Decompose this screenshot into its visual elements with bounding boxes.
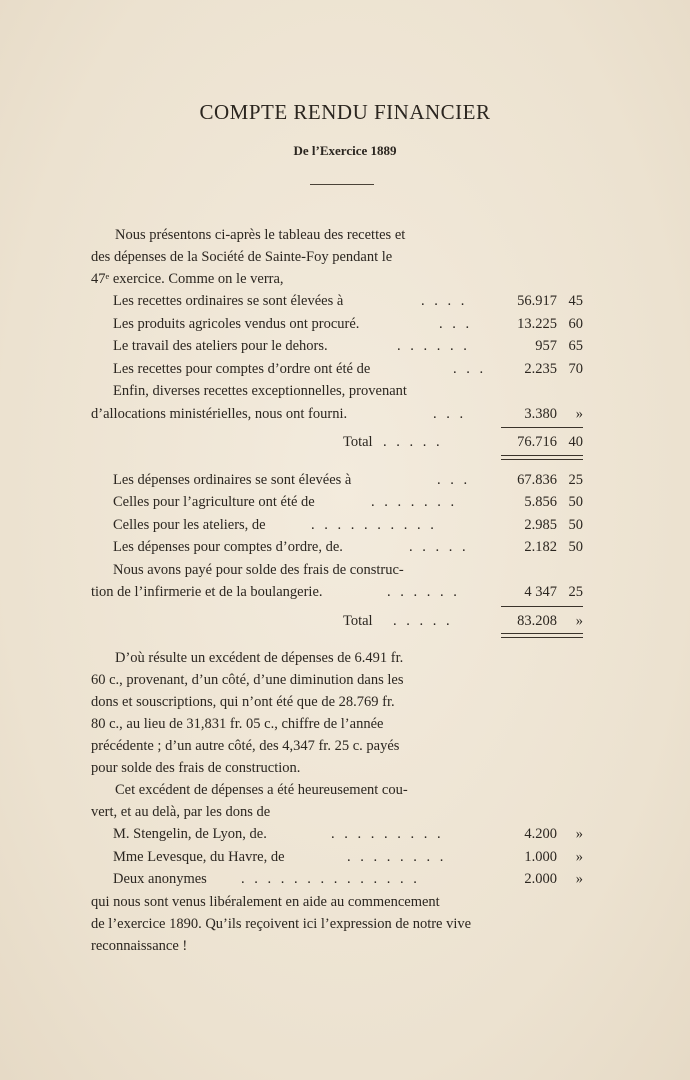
row-amount: 957 — [535, 338, 557, 354]
closing-line: reconnaissance ! — [91, 937, 188, 954]
total-amount: 76.716 — [517, 434, 557, 450]
row-cents: » — [575, 405, 583, 422]
intro-paragraph — [91, 224, 583, 290]
row-amount: 2.182 — [524, 539, 557, 555]
total-depenses-row — [91, 610, 583, 633]
cover-line: Cet excédent de dépenses a été heureusement cou- — [115, 782, 408, 798]
conclusion-line: pour solde des frais de construction. — [91, 760, 301, 776]
leader-dots: . . . . . — [409, 539, 469, 555]
don-label: M. Stengelin, de Lyon, de. — [113, 826, 267, 842]
leader-dots: . . . — [433, 405, 467, 422]
don-row — [91, 868, 583, 891]
conclusion-line: précédente ; d’un autre côté, des 4,347 fr. 25 c. payés — [91, 738, 400, 754]
row-label: Celles pour l’agriculture ont été de — [113, 494, 315, 510]
depenses-list — [91, 469, 583, 604]
row-amount: 56.917 — [517, 293, 557, 309]
row-amount: 2.985 — [524, 516, 557, 533]
closing-paragraph — [91, 891, 583, 957]
row-cents: 50 — [568, 539, 583, 555]
row-label: Les dépenses ordinaires se sont élevées à — [113, 471, 352, 488]
conclusion-line: 80 c., au lieu de 31,831 fr. 05 c., chiffre de l’année — [91, 716, 384, 732]
closing-line: qui nous sont venus libéralement en aide au commencement — [91, 893, 440, 910]
total-double-rule — [91, 454, 583, 463]
cover-line: vert, et au delà, par les dons de — [91, 804, 271, 820]
don-cents: » — [575, 826, 583, 842]
total-label: Total — [343, 434, 373, 450]
row-label: tion de l’infirmerie et de la boulangerie. — [91, 584, 323, 600]
ledger-row — [91, 358, 583, 381]
row-cents: 25 — [568, 471, 583, 488]
total-cents: 40 — [568, 434, 583, 450]
don-amount: 2.000 — [524, 871, 557, 887]
ledger-row — [91, 491, 583, 514]
dons-list — [91, 823, 583, 891]
leader-dots: . . . . . . . . — [347, 848, 447, 865]
intro-line: des dépenses de la Société de Sainte-Foy pendant le — [91, 249, 393, 265]
leader-dots: . . . — [453, 360, 487, 377]
row-label: Nous avons payé pour solde des frais de construc- — [113, 561, 404, 578]
recettes-list — [91, 290, 583, 425]
leader-dots: . . . . . — [393, 612, 453, 629]
leader-dots: . . . — [437, 471, 471, 488]
leader-dots: . . . . . . . . . . — [311, 516, 437, 533]
don-label: Deux anonymes — [113, 871, 207, 887]
total-recettes-row — [91, 431, 583, 454]
conclusion-line: dons et souscriptions, qui n’ont été que de 28.769 fr. — [91, 694, 395, 710]
conclusion-paragraph — [91, 647, 583, 823]
conclusion-line: 60 c., provenant, d’un côté, d’une diminution dans les — [91, 672, 404, 688]
row-amount: 3.380 — [524, 405, 557, 422]
row-label: Le travail des ateliers pour le dehors. — [113, 338, 328, 354]
row-label: d’allocations ministérielles, nous ont fourni. — [91, 405, 348, 422]
row-label: Les produits agricoles vendus ont procuré. — [113, 315, 360, 332]
leader-dots: . . . . . — [383, 434, 443, 450]
page-subtitle: De l’Exercice 1889 — [293, 143, 397, 158]
ledger-row — [91, 403, 583, 426]
leader-dots: . . . . . . — [397, 338, 470, 354]
page-title: COMPTE RENDU FINANCIER — [199, 100, 491, 124]
leader-dots: . . . . . . — [387, 584, 460, 600]
don-label: Mme Levesque, du Havre, de — [113, 848, 285, 865]
row-label: Celles pour les ateliers, de — [113, 516, 266, 533]
leader-dots: . . . . . . . . . — [331, 826, 444, 842]
total-cents: » — [575, 612, 583, 629]
row-amount: 5.856 — [524, 494, 557, 510]
ledger-row — [91, 313, 583, 336]
ledger-row — [91, 380, 583, 403]
leader-dots: . . . . . . . — [371, 494, 458, 510]
total-label: Total — [343, 612, 373, 629]
row-cents: 45 — [568, 293, 583, 309]
row-cents: 70 — [568, 360, 583, 377]
intro-line: 47ᵉ exercice. Comme on le verra, — [91, 271, 284, 287]
ledger-row — [91, 469, 583, 492]
report-body — [91, 224, 583, 957]
ledger-row — [91, 290, 583, 313]
row-label: Les dépenses pour comptes d’ordre, de. — [113, 539, 343, 555]
intro-line: Nous présentons ci-après le tableau des recettes et — [115, 227, 406, 243]
ledger-row — [91, 581, 583, 604]
row-cents: 50 — [568, 494, 583, 510]
title-rule — [310, 184, 374, 185]
row-amount: 13.225 — [517, 315, 557, 332]
bleed-through-text — [200, 160, 205, 175]
row-cents: 50 — [568, 516, 583, 533]
row-label: Les recettes ordinaires se sont élevées à — [113, 293, 344, 309]
leader-dots: . . . . . . . . . . . . . . — [241, 871, 420, 887]
total-double-rule — [91, 632, 583, 641]
row-amount: 67.836 — [517, 471, 557, 488]
don-amount: 4.200 — [524, 826, 557, 842]
don-cents: » — [575, 848, 583, 865]
ledger-row — [91, 536, 583, 559]
row-amount: 4 347 — [524, 584, 557, 600]
ledger-row — [91, 514, 583, 537]
don-cents: » — [575, 871, 583, 887]
don-row — [91, 823, 583, 846]
row-cents: 65 — [568, 338, 583, 354]
row-label: Enfin, diverses recettes exceptionnelles, provenant — [113, 383, 407, 399]
row-cents: 25 — [568, 584, 583, 600]
ledger-row — [91, 559, 583, 582]
total-amount: 83.208 — [517, 612, 557, 629]
closing-line: de l’exercice 1890. Qu’ils reçoivent ici l’expression de notre vive — [91, 915, 472, 932]
ledger-row — [91, 335, 583, 358]
row-label: Les recettes pour comptes d’ordre ont été de — [113, 360, 371, 377]
don-row — [91, 846, 583, 869]
row-cents: 60 — [568, 315, 583, 332]
don-amount: 1.000 — [524, 848, 557, 865]
conclusion-line: D’où résulte un excédent de dépenses de 6.491 fr. — [115, 650, 404, 666]
row-amount: 2.235 — [524, 360, 557, 377]
leader-dots: . . . . — [421, 293, 468, 309]
leader-dots: . . . — [439, 315, 473, 332]
